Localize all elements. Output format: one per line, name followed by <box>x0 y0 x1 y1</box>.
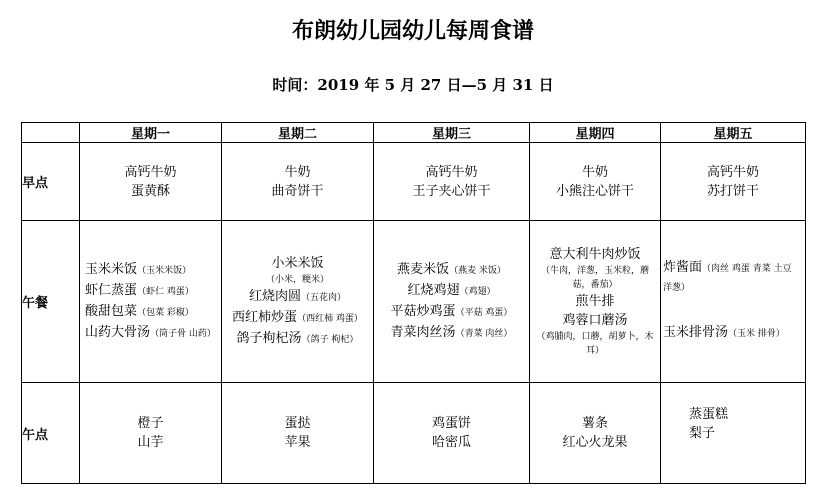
meal-label-lunch: 午餐 <box>22 221 80 383</box>
header-row <box>22 123 806 143</box>
meal-label-snack: 午点 <box>22 383 80 484</box>
menu-period: 时间：2019 年 5 月 27 日—5 月 31 日 <box>272 76 554 94</box>
snack-mon <box>80 383 222 484</box>
dish: 红烧肉圆（五花肉） <box>248 288 347 304</box>
breakfast-row <box>22 143 806 221</box>
corner-cell <box>22 123 80 143</box>
menu-item: 梨子 <box>689 426 716 441</box>
menu-item: 橙子 <box>137 416 164 431</box>
lunch-thu <box>530 221 661 383</box>
dish: 玉米米饭（玉米米饭） <box>85 261 192 277</box>
dish-note: （小米，粳米） <box>265 274 329 285</box>
dish: 山药大骨汤（筒子骨 山药） <box>85 324 216 340</box>
snack-row <box>22 383 806 484</box>
lunch-row <box>22 221 806 383</box>
menu-item: 蛋挞 <box>284 416 311 431</box>
snack-fri <box>661 383 806 484</box>
dish: 炸酱面（肉丝 鸡蛋 青菜 土豆 洋葱） <box>663 260 792 293</box>
snack-wed <box>374 383 530 484</box>
dish: 玉米排骨汤（玉米 排骨） <box>663 325 785 340</box>
day-header-thu: 星期四 <box>530 123 661 143</box>
menu-item: 薯条 <box>581 416 608 431</box>
menu-item: 王子夹心饼干 <box>412 183 491 199</box>
menu-item: 高钙牛奶 <box>706 164 759 180</box>
dish: 小米米饭 <box>271 255 324 271</box>
menu-item: 蒸蛋糕 <box>689 407 729 422</box>
dish: 平菇炒鸡蛋（平菇 鸡蛋） <box>390 303 513 319</box>
breakfast-fri <box>661 143 806 221</box>
menu-item: 山芋 <box>137 435 164 450</box>
menu-item: 苹果 <box>284 435 311 450</box>
dish: 鸽子枸杞汤（鸽子 枸杞） <box>236 330 359 346</box>
snack-thu <box>530 383 661 484</box>
dish-note: （牛肉，洋葱，玉米粒，蘑菇，番茄） <box>540 266 649 290</box>
menu-item: 蛋黄酥 <box>130 183 170 199</box>
menu-item: 红心火龙果 <box>562 435 628 450</box>
breakfast-wed <box>374 143 530 221</box>
dish: 酸甜包菜（包菜 彩椒） <box>85 303 194 319</box>
menu-item: 牛奶 <box>284 164 311 180</box>
menu-item: 小熊注心饼干 <box>555 183 634 199</box>
dish: 意大利牛肉炒饭 <box>549 247 641 262</box>
dish: 虾仁蒸蛋（虾仁 鸡蛋） <box>85 282 194 298</box>
menu-item: 苏打饼干 <box>706 183 759 199</box>
menu-item: 鸡蛋饼 <box>431 416 471 431</box>
lunch-mon <box>80 221 222 383</box>
lunch-fri <box>661 221 806 383</box>
menu-item: 牛奶 <box>581 164 608 180</box>
day-header-fri: 星期五 <box>661 123 806 143</box>
breakfast-mon <box>80 143 222 221</box>
dish: 燕麦米饭（燕麦 米饭） <box>397 261 506 277</box>
dish: 青菜肉丝汤（青菜 肉丝） <box>390 324 513 340</box>
meal-label-breakfast: 早点 <box>22 143 80 221</box>
menu-item: 曲奇饼干 <box>271 183 324 199</box>
dish-note: （鸡脯肉，口蘑，胡萝卜，木耳） <box>536 332 654 356</box>
lunch-tue <box>222 221 374 383</box>
day-header-mon: 星期一 <box>80 123 222 143</box>
page-title: 布朗幼儿园幼儿每周食谱 <box>291 18 534 44</box>
breakfast-thu <box>530 143 661 221</box>
dish: 红烧鸡翅（鸡翅） <box>407 282 496 298</box>
dish: 煎牛排 <box>575 294 615 309</box>
menu-item: 高钙牛奶 <box>425 164 478 180</box>
dish: 西红柿炒蛋（西红柿 鸡蛋） <box>232 309 363 325</box>
dish: 鸡蓉口蘑汤 <box>562 313 628 328</box>
breakfast-tue <box>222 143 374 221</box>
day-header-wed: 星期三 <box>374 123 530 143</box>
lunch-wed <box>374 221 530 383</box>
menu-item: 哈密瓜 <box>431 435 471 450</box>
weekly-menu-table <box>21 122 806 484</box>
day-header-tue: 星期二 <box>222 123 374 143</box>
menu-item: 高钙牛奶 <box>124 164 177 180</box>
snack-tue <box>222 383 374 484</box>
